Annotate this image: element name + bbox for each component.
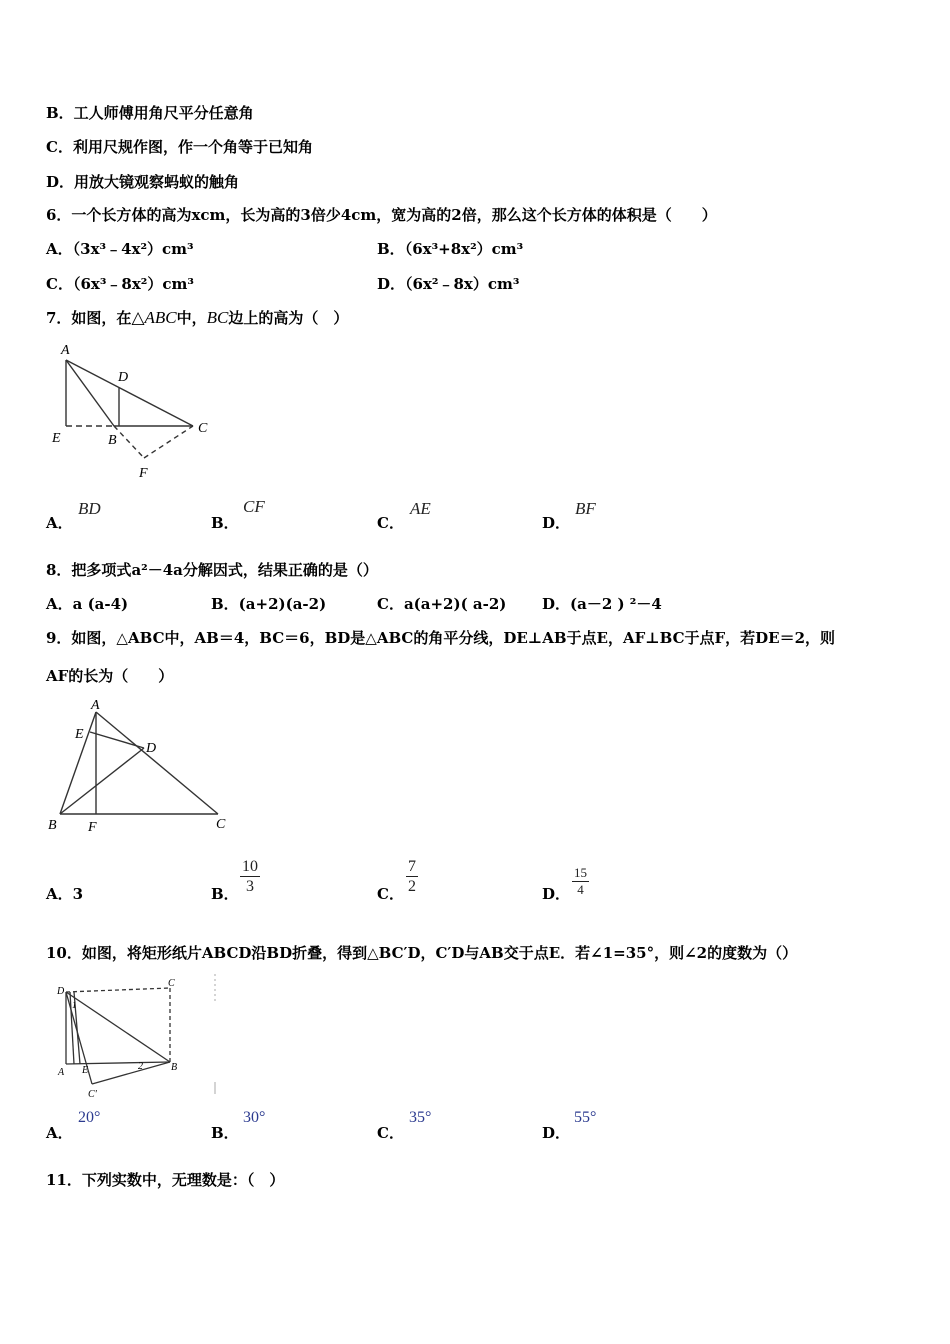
q6-option-a: A．（3x³﹣4x²）cm³ <box>46 240 194 258</box>
q9-label-c: C <box>216 817 226 832</box>
q10-label-a: A <box>58 1067 65 1078</box>
q7-option-c-value: AE <box>410 499 431 518</box>
q10-label-d: D <box>57 986 65 997</box>
q7-label-e: E <box>52 431 61 446</box>
q10-label-angle-2: 2 <box>138 1061 143 1072</box>
q9-option-b-label: B． <box>211 885 239 903</box>
q6-option-d: D．（6x²﹣8x）cm³ <box>377 275 520 293</box>
q9-option-c-label: C． <box>377 885 404 903</box>
q7-option-d-value: BF <box>575 499 596 518</box>
q5-option-d: D．用放大镜观察蚂蚁的触角 <box>46 173 240 191</box>
q9-label-a: A <box>91 698 100 713</box>
q9-triangle-figure <box>44 696 244 836</box>
q9-option-a: A．3 <box>46 885 84 903</box>
q9-stem-line2: AF的长为（ ） <box>46 667 174 685</box>
q7-label-a: A <box>61 343 70 358</box>
q9-label-f: F <box>88 820 97 835</box>
q10-option-c-value: 35° <box>409 1109 432 1126</box>
q7-option-a-value: BD <box>78 499 101 518</box>
q8-option-b: B．(a+2)(a-2) <box>211 595 327 613</box>
q10-option-d-value: 55° <box>574 1109 597 1126</box>
q9-label-d: D <box>146 741 157 756</box>
q7-label-d: D <box>118 370 129 385</box>
q9-stem-line1: 9．如图，△ABC中，AB＝4，BC＝6，BD是△ABC的角平分线，DE⊥AB于点E，AF⊥BC于点F，若DE＝2，则 <box>46 629 836 647</box>
q8-option-d: D．(a－2 ) ²－4 <box>542 595 662 613</box>
q7-option-b-value: CF <box>243 497 265 516</box>
q10-label-e: E <box>82 1065 89 1076</box>
q10-option-c-label: C． <box>377 1124 404 1142</box>
q9-label-b: B <box>48 818 57 833</box>
q6-option-c: C．（6x³﹣8x²）cm³ <box>46 275 194 293</box>
q8-stem: 8．把多项式a²－4a分解因式，结果正确的是（） <box>46 561 378 579</box>
q10-label-b: B <box>171 1062 178 1073</box>
q10-label-c-prime: C' <box>88 1089 97 1100</box>
q10-label-c: C <box>168 978 175 989</box>
q10-option-a-value: 20° <box>78 1109 101 1126</box>
q6-stem: 6．一个长方体的高为xcm，长为高的3倍少4cm，宽为高的2倍，那么这个长方体的体积是（ ） <box>46 206 717 224</box>
q9-option-d-label: D． <box>542 885 571 903</box>
q7-triangle-figure <box>46 340 216 485</box>
q5-option-b: B．工人师傅用角尺平分任意角 <box>46 104 254 122</box>
q10-option-b-value: 30° <box>243 1109 266 1126</box>
q10-label-angle-1: 1 <box>72 1000 77 1010</box>
q10-stem: 10．如图，将矩形纸片ABCD沿BD折叠，得到△BC′D，C′D与AB交于点E．若∠1=35°，则∠2的度数为（） <box>46 944 798 962</box>
q7-label-f: F <box>139 466 148 481</box>
q7-option-d-label: D． <box>542 514 571 532</box>
q7-stem: 7．如图，在△ABC中，BC边上的高为（ ） <box>46 308 349 327</box>
q10-option-b-label: B． <box>211 1124 239 1142</box>
q5-option-c: C．利用尺规作图，作一个角等于已知角 <box>46 138 313 156</box>
q10-option-a-label: A． <box>46 1124 73 1142</box>
q8-option-c: C．a(a+2)( a-2) <box>377 595 507 613</box>
q7-label-c: C <box>198 421 208 436</box>
q9-option-d-fraction: $\frac{15}{4}$ <box>574 865 587 897</box>
q9-label-e: E <box>75 727 84 742</box>
q7-option-c-label: C． <box>377 514 404 532</box>
q9-option-b-fraction: $\frac{10}{3}$ <box>242 858 258 895</box>
q8-option-a: A．a (a-4) <box>46 595 129 613</box>
q7-option-a-label: A． <box>46 514 73 532</box>
q7-option-b-label: B． <box>211 514 239 532</box>
q10-option-d-label: D． <box>542 1124 571 1142</box>
q7-label-b: B <box>108 433 117 448</box>
q11-stem: 11．下列实数中，无理数是：（ ） <box>46 1171 285 1189</box>
q6-option-b: B．（6x³+8x²）cm³ <box>377 240 524 258</box>
q10-fold-figure <box>50 972 225 1102</box>
q9-option-c-fraction: $\frac{7}{2}$ <box>408 858 416 895</box>
